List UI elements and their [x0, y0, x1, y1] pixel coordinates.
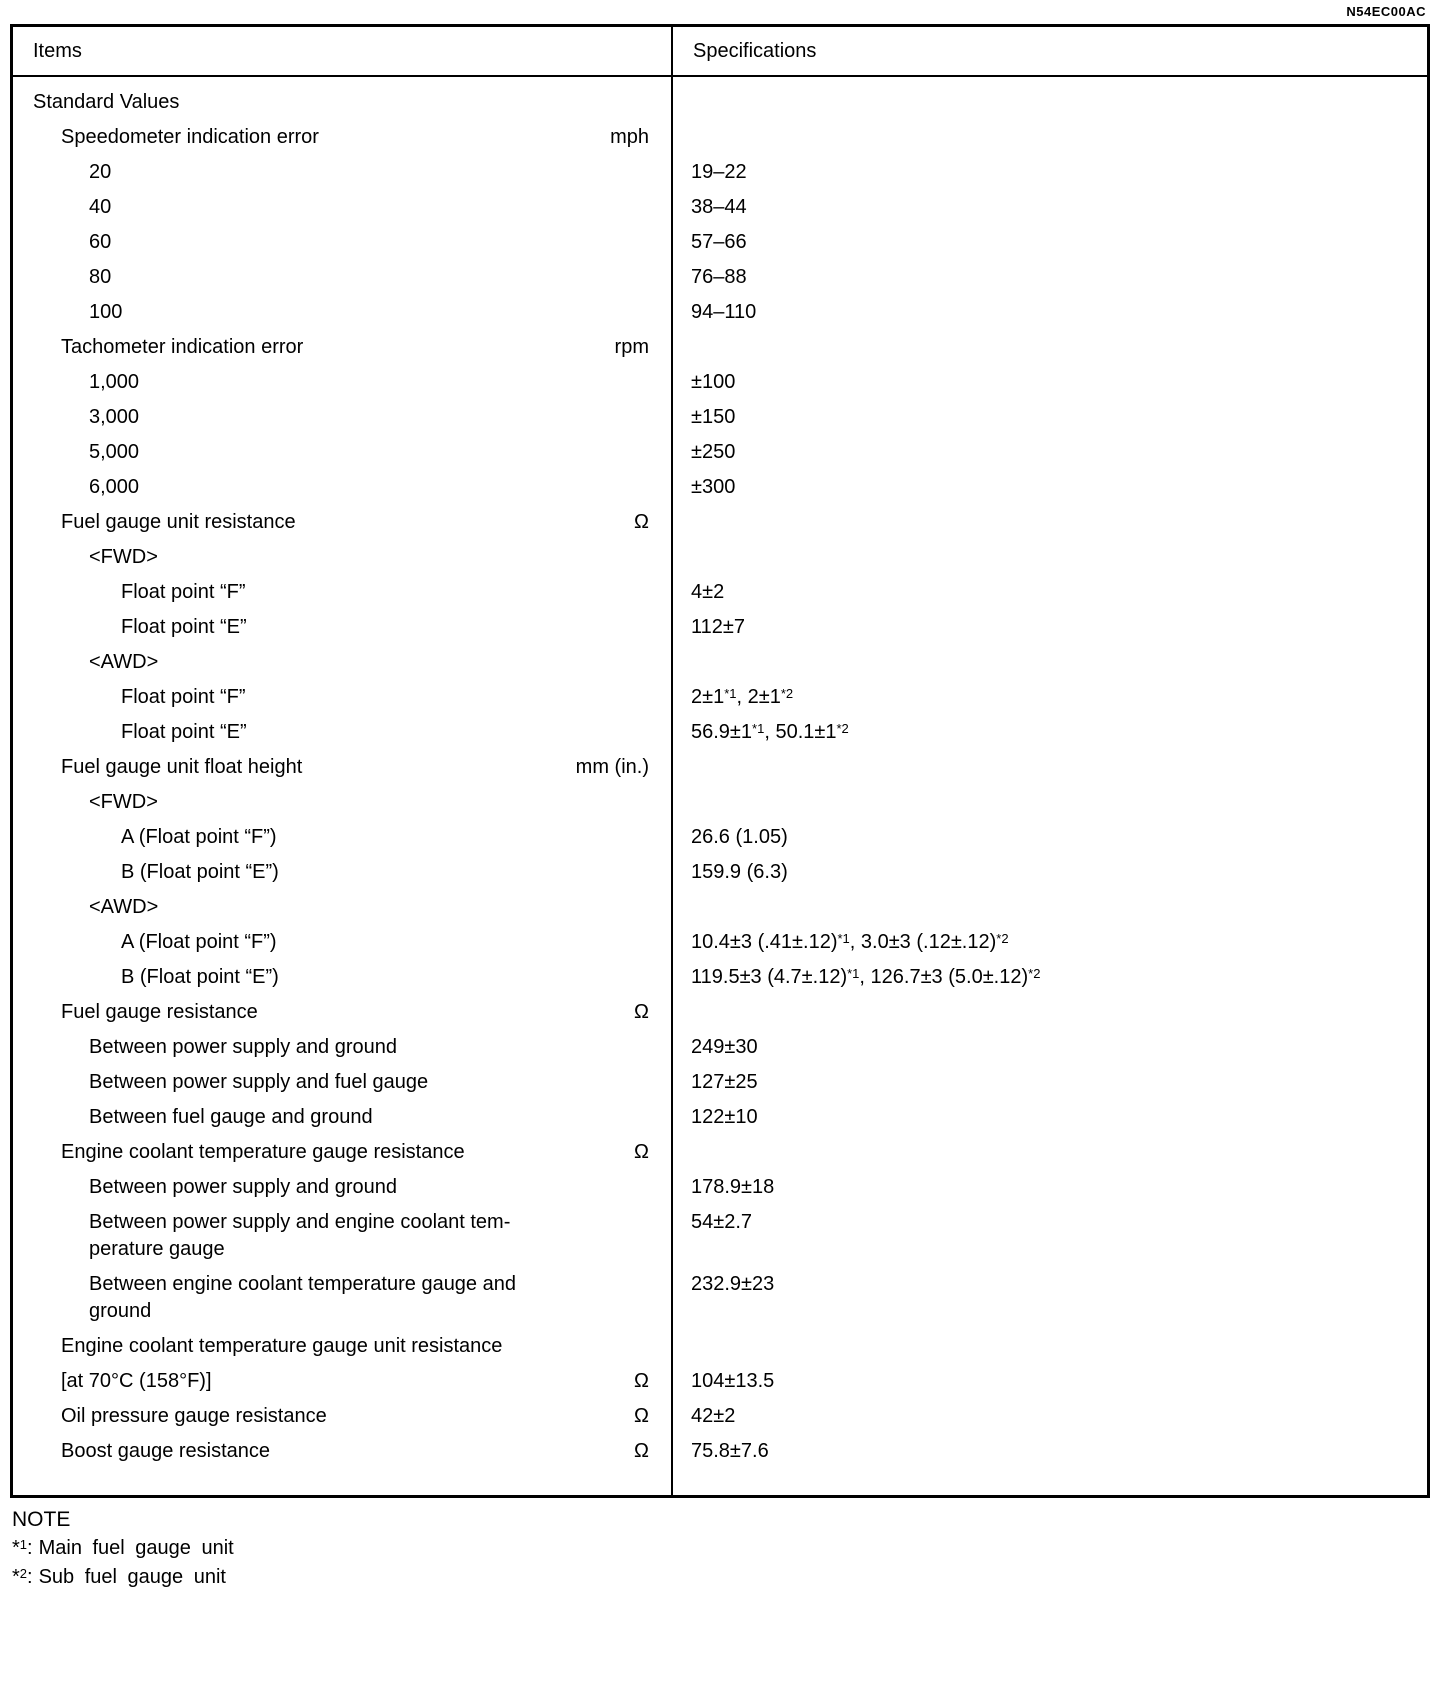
table-row — [13, 575, 1427, 610]
note-title: NOTE — [12, 1508, 71, 1531]
spec-value — [671, 120, 1427, 128]
item-label: Between fuel gauge and ground — [89, 1106, 373, 1128]
item-label: 3,000 — [89, 406, 140, 428]
item-label: 20 — [89, 161, 112, 183]
table-row — [13, 1170, 1427, 1205]
item-cell — [13, 960, 671, 995]
item-label: 5,000 — [89, 441, 140, 463]
unit-label: Ω — [634, 1370, 649, 1392]
table-row — [13, 1135, 1427, 1170]
spec-value: $56.9\pm 1^{*1}$, $50.1\pm 1^{*2}$ — [691, 721, 849, 743]
item-label: B (Float point “E”) — [121, 861, 279, 883]
item-cell — [13, 505, 671, 540]
spec-value: 119.5±3 $(4.7\pm.12)^{*1}$, 126.7±3 $(5.0\pm.12)^{*2}$ — [691, 966, 1041, 988]
unit-label: Ω — [634, 1141, 649, 1163]
table-row — [13, 960, 1427, 995]
item-label: Between engine coolant temperature gauge and ground — [89, 1273, 516, 1322]
spec-value: $2\pm 1^{*1}$, $2\pm 1^{*2}$ — [691, 686, 794, 708]
table-row — [13, 330, 1427, 365]
table-row — [13, 505, 1427, 540]
table-header-row — [13, 27, 1427, 77]
item-label: Fuel gauge resistance — [61, 1001, 258, 1023]
unit-label: Ω — [634, 1440, 649, 1462]
item-label: <AWD> — [89, 896, 159, 918]
specifications-table — [10, 24, 1430, 1498]
spec-value: 75.8±7.6 — [691, 1440, 769, 1462]
table-row — [13, 715, 1427, 750]
item-label: B (Float point “E”) — [121, 966, 279, 988]
item-cell — [13, 295, 671, 330]
item-cell — [13, 120, 671, 155]
spec-value: 122±10 — [691, 1106, 758, 1128]
item-cell — [13, 190, 671, 225]
spec-value: 94–110 — [691, 301, 757, 323]
spec-value: ±150 — [691, 406, 736, 428]
note-line: *$^2$: Sub fuel gauge unit — [12, 1566, 226, 1588]
spec-value: 112±7 — [691, 616, 745, 638]
item-cell — [13, 1399, 671, 1434]
item-label: 60 — [89, 231, 112, 253]
table-row — [13, 1329, 1427, 1364]
item-cell — [13, 785, 671, 820]
item-cell — [13, 575, 671, 610]
item-label: Between power supply and fuel gauge — [89, 1071, 429, 1093]
item-label: Oil pressure gauge resistance — [61, 1405, 327, 1427]
spec-value: 249±30 — [691, 1036, 758, 1058]
item-label: 40 — [89, 196, 112, 218]
item-cell — [13, 1364, 671, 1399]
item-label: <FWD> — [89, 546, 158, 568]
item-cell — [13, 1329, 671, 1364]
table-row — [13, 295, 1427, 330]
spec-value: 54±2.7 — [691, 1211, 753, 1233]
item-cell — [13, 260, 671, 295]
item-cell — [13, 995, 671, 1030]
table-row — [13, 1434, 1427, 1469]
spec-value: 38–44 — [691, 196, 747, 218]
column-header-items: Items — [33, 39, 82, 62]
item-label: Float point “E” — [121, 616, 247, 638]
table-row — [13, 155, 1427, 190]
item-cell — [13, 925, 671, 960]
item-cell — [13, 85, 671, 120]
unit-label: Ω — [634, 1001, 649, 1023]
item-label: Standard Values — [33, 91, 180, 113]
note-line: *$^1$: Main fuel gauge unit — [12, 1537, 234, 1559]
table-row — [13, 260, 1427, 295]
item-label: A (Float point “F”) — [121, 826, 277, 848]
spec-value: ±100 — [691, 371, 736, 393]
item-label: 1,000 — [89, 371, 140, 393]
table-row — [13, 1100, 1427, 1135]
table-row — [13, 470, 1427, 505]
spec-value — [671, 85, 1427, 93]
unit-label: Ω — [634, 1405, 649, 1427]
item-cell — [13, 155, 671, 190]
table-row — [13, 365, 1427, 400]
table-row — [13, 925, 1427, 960]
table-row — [13, 855, 1427, 890]
unit-label: rpm — [614, 336, 649, 358]
item-label: Between power supply and ground — [89, 1176, 397, 1198]
column-divider — [671, 27, 673, 1495]
column-header-specifications: Specifications — [693, 39, 817, 62]
spec-value: 4±2 — [691, 581, 725, 603]
item-cell — [13, 715, 671, 750]
item-cell — [13, 400, 671, 435]
item-cell — [13, 435, 671, 470]
spec-value: 104±13.5 — [691, 1370, 775, 1392]
spec-value — [671, 750, 1427, 758]
item-label: Float point “F” — [121, 581, 246, 603]
spec-value: 159.9 (6.3) — [691, 861, 788, 883]
item-label: Between power supply and ground — [89, 1036, 397, 1058]
spec-value: 42±2 — [691, 1405, 736, 1427]
item-cell — [13, 610, 671, 645]
item-cell — [13, 330, 671, 365]
table-row — [13, 400, 1427, 435]
table-row — [13, 645, 1427, 680]
item-cell — [13, 1030, 671, 1065]
table-row — [13, 820, 1427, 855]
unit-label: mm (in.) — [575, 756, 649, 778]
table-row — [13, 680, 1427, 715]
spec-value — [671, 1135, 1427, 1143]
table-row — [13, 1267, 1427, 1329]
item-cell — [13, 1267, 671, 1329]
spec-value: 10.4±3 $(.41\pm.12)^{*1}$, 3.0±3 $(.12\pm.12)^{*2}$ — [691, 931, 1009, 953]
table-row — [13, 1205, 1427, 1267]
item-cell — [13, 1170, 671, 1205]
spec-value: ±250 — [691, 441, 736, 463]
item-cell — [13, 1135, 671, 1170]
item-cell — [13, 645, 671, 680]
table-row — [13, 610, 1427, 645]
spec-value — [671, 330, 1427, 338]
table-row — [13, 1030, 1427, 1065]
table-row — [13, 225, 1427, 260]
spec-value — [671, 995, 1427, 1003]
item-label: <AWD> — [89, 651, 159, 673]
item-cell — [13, 540, 671, 575]
item-label: [at 70°C (158°F)] — [61, 1370, 212, 1392]
item-label: Engine coolant temperature gauge resistance — [61, 1141, 465, 1163]
table-row — [13, 540, 1427, 575]
item-label: Between power supply and engine coolant tem- perature gauge — [89, 1211, 511, 1260]
note-label: *$^1$: — [12, 1537, 33, 1559]
item-label: Speedometer indication error — [61, 126, 319, 148]
spec-value — [671, 540, 1427, 548]
spec-value: 76–88 — [691, 266, 747, 288]
item-label: 6,000 — [89, 476, 140, 498]
item-cell — [13, 1100, 671, 1135]
table-row — [13, 785, 1427, 820]
item-label: A (Float point “F”) — [121, 931, 277, 953]
item-cell — [13, 680, 671, 715]
item-cell — [13, 1065, 671, 1100]
table-row — [13, 890, 1427, 925]
item-label: 80 — [89, 266, 112, 288]
item-cell — [13, 470, 671, 505]
item-label: Boost gauge resistance — [61, 1440, 271, 1462]
table-row — [13, 750, 1427, 785]
table-row — [13, 1065, 1427, 1100]
spec-value: 232.9±23 — [691, 1273, 775, 1295]
table-body — [13, 77, 1427, 1495]
unit-label: Ω — [634, 511, 649, 533]
item-label: 100 — [89, 301, 123, 323]
note-lines — [12, 1534, 234, 1592]
item-cell — [13, 1205, 671, 1267]
item-label: Fuel gauge unit resistance — [61, 511, 296, 533]
spec-value: 178.9±18 — [691, 1176, 775, 1198]
item-cell — [13, 750, 671, 785]
table-row — [13, 190, 1427, 225]
item-label: Float point “F” — [121, 686, 246, 708]
spec-value: 127±25 — [691, 1071, 758, 1093]
item-label: Float point “E” — [121, 721, 247, 743]
table-row — [13, 1399, 1427, 1434]
item-label: Fuel gauge unit float height — [61, 756, 303, 778]
spec-value: 57–66 — [691, 231, 747, 253]
table-row — [13, 120, 1427, 155]
spec-value — [671, 505, 1427, 513]
document-code: N54EC00AC — [1346, 4, 1426, 19]
spec-value — [671, 1329, 1427, 1337]
spec-value — [671, 890, 1427, 898]
spec-value — [671, 785, 1427, 793]
spec-value — [671, 645, 1427, 653]
item-cell — [13, 225, 671, 260]
spec-value: 26.6 (1.05) — [691, 826, 788, 848]
spec-value: 19–22 — [691, 161, 747, 183]
item-cell — [13, 820, 671, 855]
table-row — [13, 85, 1427, 120]
table-row — [13, 435, 1427, 470]
item-label: Tachometer indication error — [61, 336, 304, 358]
item-label: <FWD> — [89, 791, 158, 813]
item-cell — [13, 890, 671, 925]
item-cell — [13, 365, 671, 400]
note-label: *$^2$: — [12, 1566, 33, 1588]
note-section — [12, 1506, 234, 1592]
unit-label: mph — [610, 126, 649, 148]
table-row — [13, 995, 1427, 1030]
item-cell — [13, 855, 671, 890]
table-row — [13, 1364, 1427, 1399]
spec-value: ±300 — [691, 476, 736, 498]
item-label: Engine coolant temperature gauge unit resistance — [61, 1335, 503, 1357]
item-cell — [13, 1434, 671, 1469]
